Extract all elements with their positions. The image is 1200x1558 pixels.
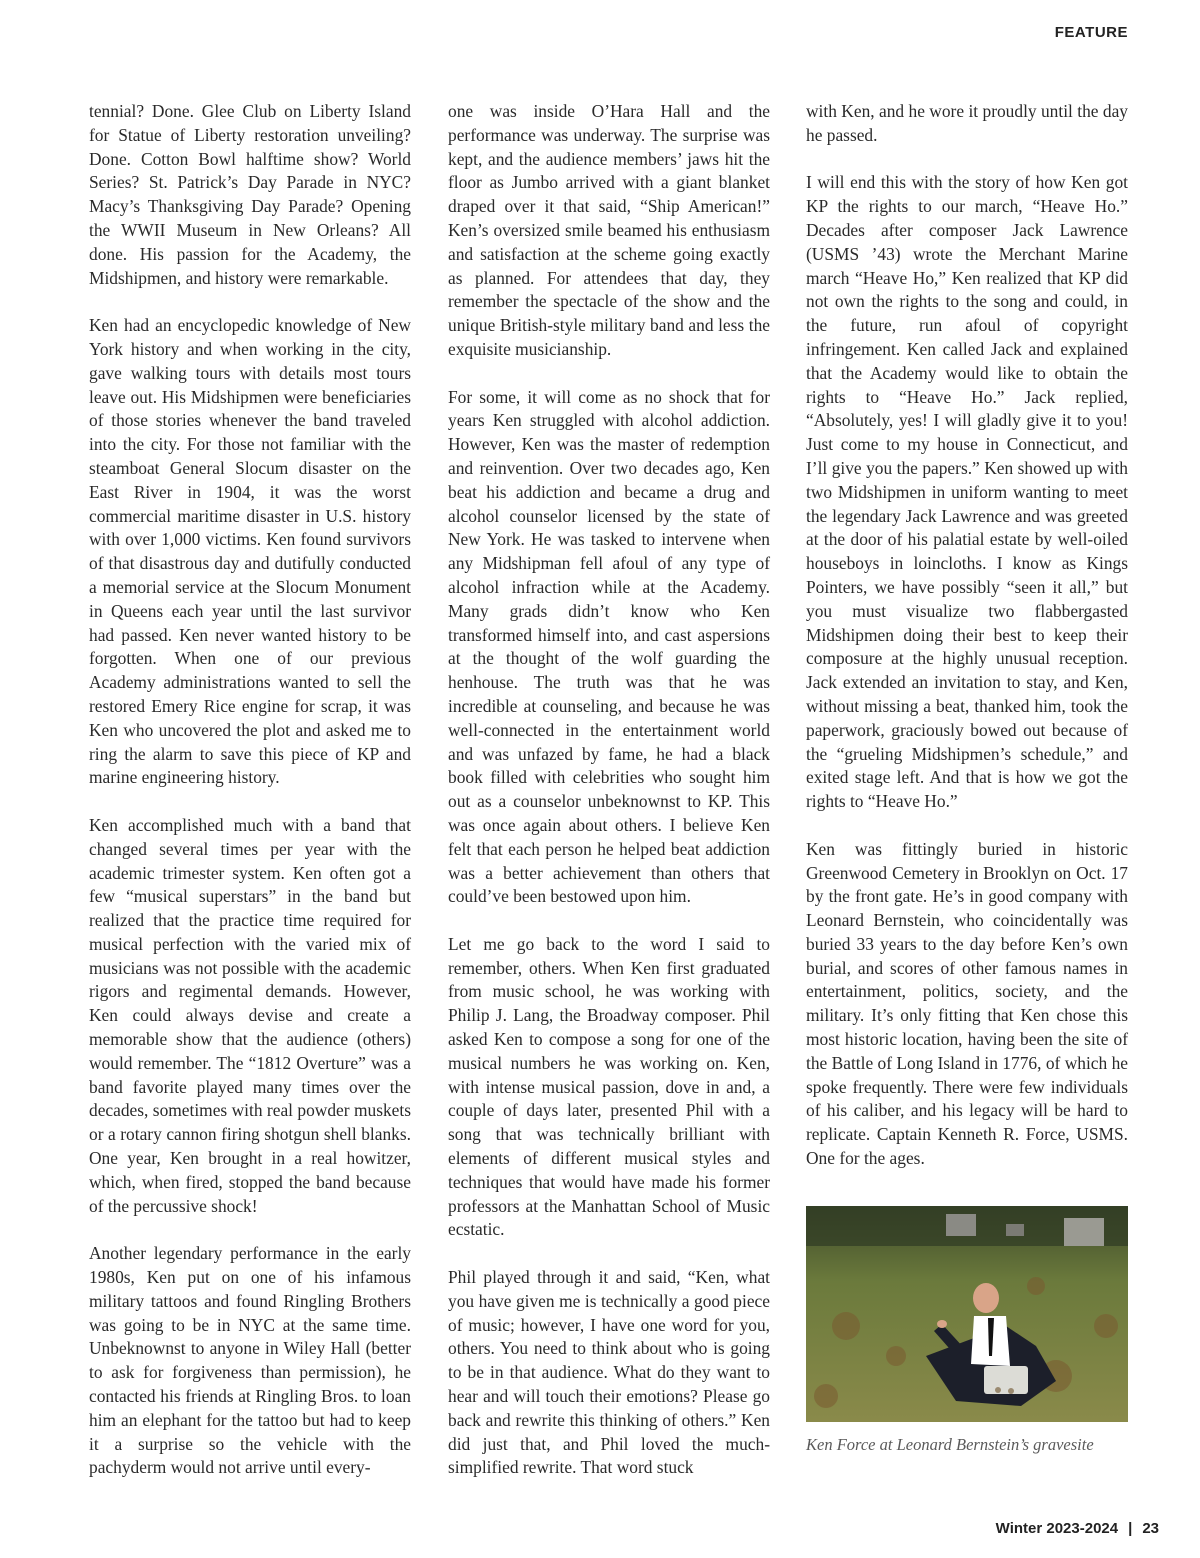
- paragraph: Phil played through it and said, “Ken, what you have given me is technically a good piece of music; however, I have one word for you, others. You need to think about who is going to be in that audience. What do they want to hear and will touch their emotions? Please go back and rewrite this thinking of others.” Ken did just that, and Phil loved the much-simplified rewrite. That word stuck: [448, 1267, 770, 1478]
- paragraph: Ken was fittingly buried in historic Greenwood Cemetery in Brooklyn on Oct. 17 by the front gate. He’s in good company with Leonard Bernstein, who coincidentally was buried 33 years to the day before Ken’s own burial, and scores of other famous names in entertainment, politics, society, and the military. It’s only fitting that Ken chose this most historic location, having been the site of the Battle of Long Island in 1776, of which he spoke frequently. There were few individuals of his caliber, and his legacy will be hard to replicate. Captain Kenneth R. Force, USMS. One for the ages.: [806, 838, 1128, 1169]
- page-number: 23: [1142, 1520, 1159, 1537]
- footer-separator: |: [1128, 1520, 1133, 1537]
- paragraph: one was inside O’Hara Hall and the performance was underway. The surprise was kept, and the audience members’ jaws hit the floor as Jumbo arrived with a giant blanket draped over it that said, “Ship American!” Ken’s oversized smile beamed his enthusiasm and satisfaction at the scheme going exactly as planned. For attendees that day, they remember the spectacle of the show and the unique British-style military band and less the exquisite musicianship.: [448, 101, 770, 359]
- page-footer: [996, 1520, 1159, 1537]
- paragraph: Another legendary performance in the early 1980s, Ken put on one of his infamous military tattoos and found Ringling Brothers was going to be in NYC at the same time. Unbeknownst to anyone in Wiley Hall (better to ask for forgiveness than permission), he contacted his friends at Ringling Bros. to loan him an elephant for the tattoo but had to keep it a surprise so the vehicle with the pachyderm would not arrive until every-: [89, 1243, 411, 1478]
- paragraph: with Ken, and he wore it proudly until the day he passed.: [806, 101, 1128, 145]
- issue-label: Winter 2023-2024: [995, 1520, 1119, 1537]
- article-column-1: [89, 100, 411, 1504]
- article-column-2: [448, 100, 770, 1504]
- gravesite-photo: [806, 1206, 1128, 1422]
- paragraph: Ken had an encyclopedic knowledge of New York history and when working in the city, gave walking tours with details most tours leave out. His Midshipmen were beneficiaries of those stories whenever the band traveled into the city. For those not familiar with the steamboat General Slocum disaster on the East River in 1904, it was the worst commercial maritime disaster in U.S. history with over 1,000 victims. Ken found survivors of that disastrous day and dutifully conducted a memorial service at the Slocum Monument in Queens each year until the last survivor had passed. Ken never wanted history to be forgotten. When one of our previous Academy administrations wanted to sell the restored Emery Rice engine for scrap, it was Ken who uncovered the plot and asked me to ring the alarm to save this piece of KP and marine engineering history.: [89, 315, 411, 788]
- paragraph: Ken accomplished much with a band that changed several times per year with the academic trimester system. Ken often got a few “musical superstars” in the band but realized that the practice time required for musical perfection with the varied mix of musicians was not possible with the academic rigors and regimental demands. However, Ken could always devise and create a memorable show that the audience (others) would remember. The “1812 Overture” was a band favorite played many times over the decades, sometimes with real powder muskets or a rotary cannon firing shotgun shell blanks. One year, Ken brought in a real howitzer, which, when fired, stopped the band because of the percussive shock!: [89, 814, 411, 1216]
- photo-caption: Ken Force at Leonard Bernstein’s gravesite: [806, 1435, 1094, 1454]
- paragraph: For some, it will come as no shock that for years Ken struggled with alcohol addiction. However, Ken was the master of redemption and reinvention. Over two decades ago, Ken beat his addiction and became a drug and alcohol counselor licensed by the state of New York. He was tasked to intervene when any Midshipman fell afoul of any type of alcohol infraction while at the Academy. Many grads didn’t know who Ken transformed himself into, and cast aspersions at the thought of the wolf guarding the henhouse. The truth was that he was incredible at counseling, and because he was well-connected in the entertainment world and was unfazed by fame, he had a black book filled with celebrities who sought him out as a counselor unbeknownst to KP. This was once again about others. I believe Ken felt that each person he helped beat addiction was a better achievement than others that could’ve been bestowed upon him.: [448, 386, 770, 907]
- paragraph: tennial? Done. Glee Club on Liberty Island for Statue of Liberty restoration unveiling? Done. Cotton Bowl halftime show? World Series? St. Patrick’s Day Parade in NYC? Macy’s Thanksgiving Day Parade? Opening the WWII Museum in New Orleans? All done. His passion for the Academy, the Midshipmen, and history were remarkable.: [89, 101, 411, 288]
- paragraph: I will end this with the story of how Ken got KP the rights to our march, “Heave Ho.” Decades after composer Jack Lawrence (USMS ’43) wrote the Merchant Marine march “Heave Ho,” Ken realized that KP did not own the rights to the song and could, in the future, run afoul of copyright infringement. Ken called Jack and explained that the Academy would like to obtain the rights to “Heave Ho.” Jack replied, “Absolutely, yes! I will gladly give it to you! Just come to my house in Connecticut, and I’ll give you the papers.” Ken showed up with two Midshipmen in uniform wanting to meet the legendary Jack Lawrence and was greeted at the door of his palatial estate by well-oiled houseboys in loincloths. I know as Kings Pointers, we have possibly “seen it all,” but you must visualize two flabbergasted Midshipmen doing their best to keep their composure at the highly unusual reception. Jack extended an invitation to stay, and Ken, without missing a beat, thanked him, took the paperwork, graciously bowed out because of the “grueling Midshipmen’s schedule,” and exited stage left. And that is how we got the rights to “Heave Ho.”: [806, 172, 1128, 812]
- section-label: FEATURE: [1054, 24, 1128, 41]
- paragraph: Let me go back to the word I said to remember, others. When Ken first graduated from music school, he was working with Philip J. Lang, the Broadway composer. Phil asked Ken to compose a song for one of the musical numbers he was working on. Ken, with intense musical passion, dove in and, a couple of days later, presented Phil with a song that was technically brilliant with elements of different musical styles and techniques that would have made his former professors at the Manhattan School of Music ecstatic.: [448, 933, 770, 1240]
- article-column-3: [806, 100, 1128, 1195]
